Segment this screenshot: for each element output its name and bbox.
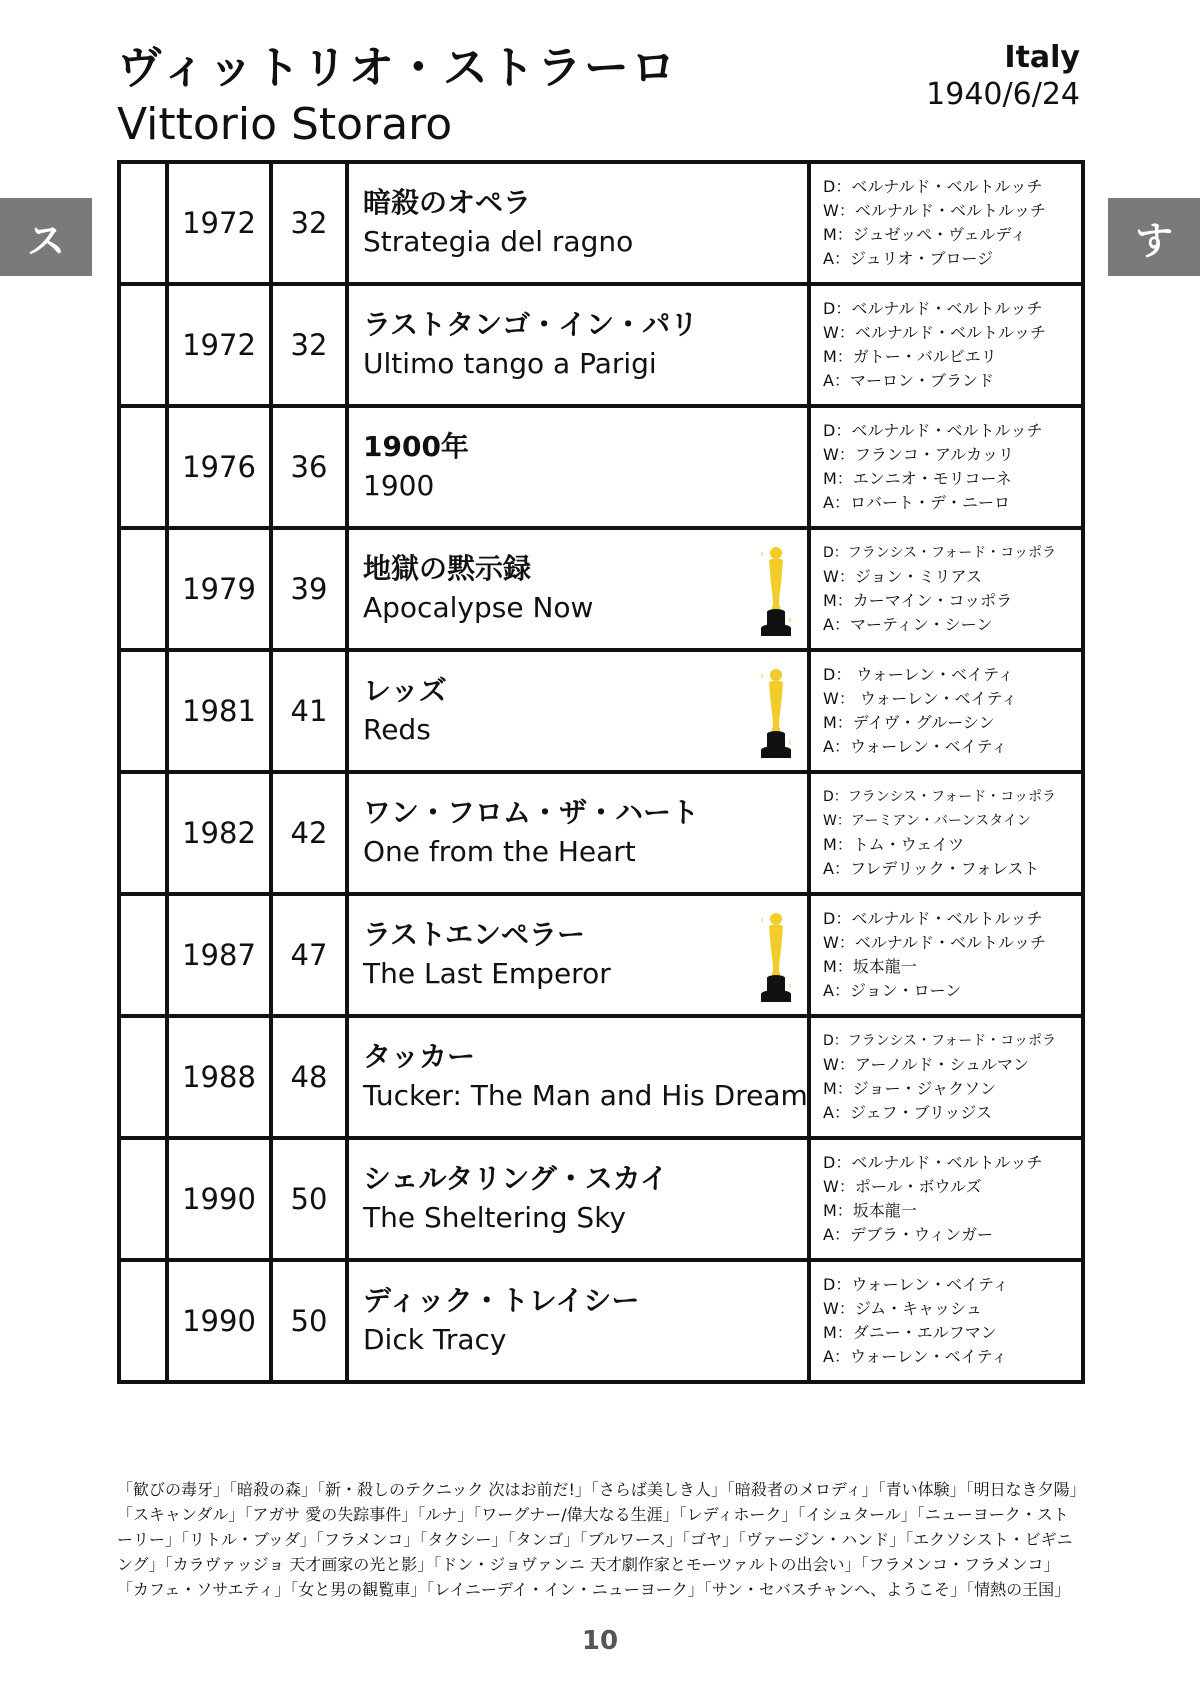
mark-cell <box>119 894 167 1016</box>
film-age: 39 <box>271 528 347 650</box>
film-credits <box>809 284 1083 406</box>
film-age: 41 <box>271 650 347 772</box>
film-title-jp: タッカー <box>363 1040 476 1073</box>
country-label: Italy <box>1004 40 1080 75</box>
credit-line: D：ベルナルド・ベルトルッチ <box>823 421 1043 440</box>
credit-line: M：トム・ウェイツ <box>823 835 965 854</box>
film-row <box>119 1016 1083 1138</box>
film-title-cell <box>347 406 809 528</box>
film-title-cell <box>347 650 809 772</box>
birth-date: 1940/6/24 <box>926 77 1080 112</box>
mark-cell <box>119 1016 167 1138</box>
oscar-statuette-icon <box>759 544 793 640</box>
film-credits <box>809 772 1083 894</box>
credit-line: M：坂本龍一 <box>823 957 917 976</box>
credit-line: D：フランシス・フォード・コッポラ <box>823 1033 1057 1049</box>
film-title-en: Ultimo tango a Parigi <box>363 347 657 380</box>
credit-line: A：ジュリオ・ブロージ <box>823 249 994 268</box>
credit-line: M：ジョー・ジャクソン <box>823 1079 997 1098</box>
film-row <box>119 162 1083 284</box>
mark-cell <box>119 406 167 528</box>
credit-line: A：マーロン・ブランド <box>823 371 994 390</box>
film-title-cell <box>347 772 809 894</box>
film-year: 1972 <box>167 284 271 406</box>
film-title-en: The Sheltering Sky <box>363 1201 626 1234</box>
credit-line: W：ジム・キャッシュ <box>823 1299 982 1318</box>
credit-line: A：ジェフ・ブリッジス <box>823 1103 992 1122</box>
film-year: 1972 <box>167 162 271 284</box>
credit-line: D： ウォーレン・ベイティ <box>823 665 1014 684</box>
film-age: 32 <box>271 162 347 284</box>
oscar-statuette-icon <box>759 666 793 762</box>
film-year: 1982 <box>167 772 271 894</box>
credit-line: M：エンニオ・モリコーネ <box>823 469 1012 488</box>
credit-line: M：デイヴ・グルーシン <box>823 713 995 732</box>
index-tab-left[interactable]: ス <box>0 198 92 276</box>
credit-line: D：フランシス・フォード・コッポラ <box>823 545 1057 561</box>
film-title-jp: レッズ <box>363 674 447 707</box>
film-age: 36 <box>271 406 347 528</box>
mark-cell <box>119 1138 167 1260</box>
credit-line: A：ウォーレン・ベイティ <box>823 737 1008 756</box>
page-number: 10 <box>581 1626 619 1656</box>
credit-line: W： ウォーレン・ベイティ <box>823 689 1018 708</box>
credit-line: A：フレデリック・フォレスト <box>823 859 1040 878</box>
film-title-en: The Last Emperor <box>363 957 611 990</box>
film-title-en: 1900 <box>363 469 435 502</box>
mark-cell <box>119 772 167 894</box>
film-credits <box>809 650 1083 772</box>
film-year: 1981 <box>167 650 271 772</box>
film-title-jp: 地獄の黙示録 <box>363 552 532 585</box>
index-tab-right[interactable]: す <box>1108 198 1200 276</box>
credit-line: W：ポール・ボウルズ <box>823 1177 982 1196</box>
film-title-cell <box>347 284 809 406</box>
film-title-jp: ラストタンゴ・イン・パリ <box>363 308 699 341</box>
film-credits <box>809 1016 1083 1138</box>
film-credits <box>809 162 1083 284</box>
credit-line: D：フランシス・フォード・コッポラ <box>823 789 1057 805</box>
credit-line: A：ジョン・ローン <box>823 981 962 1000</box>
credit-line: W：フランコ・アルカッリ <box>823 445 1015 464</box>
film-year: 1990 <box>167 1138 271 1260</box>
mark-cell <box>119 650 167 772</box>
film-title-en: One from the Heart <box>363 835 636 868</box>
film-year: 1990 <box>167 1260 271 1382</box>
mark-cell <box>119 528 167 650</box>
person-name-jp: ヴィットリオ・ストラーロ <box>117 41 678 94</box>
film-year: 1987 <box>167 894 271 1016</box>
credit-line: W：ベルナルド・ベルトルッチ <box>823 201 1047 220</box>
film-row <box>119 1138 1083 1260</box>
film-title-cell <box>347 528 809 650</box>
film-title-jp: ラストエンペラー <box>363 918 586 951</box>
credit-line: D：ベルナルド・ベルトルッチ <box>823 299 1043 318</box>
credit-line: W：ベルナルド・ベルトルッチ <box>823 933 1047 952</box>
mark-cell <box>119 1260 167 1382</box>
film-title-cell <box>347 162 809 284</box>
credit-line: A：ウォーレン・ベイティ <box>823 1347 1008 1366</box>
film-title-en: Strategia del ragno <box>363 225 634 258</box>
film-title-en: Tucker: The Man and His Dream <box>363 1079 808 1112</box>
credit-line: M：ジュゼッペ・ヴェルディ <box>823 225 1027 244</box>
film-row <box>119 406 1083 528</box>
credit-line: D：ベルナルド・ベルトルッチ <box>823 909 1043 928</box>
credit-line: W：アーミアン・バーンスタイン <box>823 813 1031 829</box>
film-title-jp: 暗殺のオペラ <box>363 186 532 219</box>
film-title-cell <box>347 1138 809 1260</box>
film-credits <box>809 528 1083 650</box>
film-row <box>119 894 1083 1016</box>
person-name-en: Vittorio Storaro <box>117 99 453 150</box>
film-title-en: Dick Tracy <box>363 1323 507 1356</box>
film-age: 50 <box>271 1260 347 1382</box>
film-title-cell <box>347 1260 809 1382</box>
filmography-table <box>117 160 1085 1384</box>
film-age: 50 <box>271 1138 347 1260</box>
film-title-en: Reds <box>363 713 431 746</box>
film-title-jp: ワン・フロム・ザ・ハート <box>363 796 700 829</box>
film-title-jp: ディック・トレイシー <box>363 1284 640 1317</box>
film-year: 1979 <box>167 528 271 650</box>
film-age: 48 <box>271 1016 347 1138</box>
film-year: 1976 <box>167 406 271 528</box>
film-row <box>119 650 1083 772</box>
credit-line: M：坂本龍一 <box>823 1201 917 1220</box>
film-title-cell <box>347 894 809 1016</box>
other-films-list: 「歓びの毒牙」「暗殺の森」「新・殺しのテクニック 次はお前だ!」「さらば美しき人」「暗殺者のメロディ」「青い体験」「明日なき夕陽」「スキャンダル」「アガサ 愛の失踪事件」「ルナ」「ワーグナー/偉大なる生涯」「レディホーク」「イシュタール」「ニューヨーク・ストーリー」「リトル・ブッダ」「フラメンコ」「タクシー」「タンゴ」「ブルワース」「ゴヤ」「ヴァージン・ハンド」「エクソシスト・ビギニング」「カラヴァッジョ 天才画家の光と影」「ドン・ジョヴァンニ 天才劇作家とモーツァルトの出会い」「フラメンコ・フラメンコ」「カフェ・ソサエティ」「女と男の観覧車」「レイニーデイ・イン・ニューヨーク」「サン・セバスチャンへ、ようこそ」「情熱の王国」 <box>117 1480 1078 1599</box>
film-credits <box>809 1260 1083 1382</box>
credit-line: D：ベルナルド・ベルトルッチ <box>823 1153 1043 1172</box>
credit-line: M：ダニー・エルフマン <box>823 1323 997 1342</box>
film-title-jp: シェルタリング・スカイ <box>363 1162 668 1195</box>
credit-line: W：ベルナルド・ベルトルッチ <box>823 323 1047 342</box>
film-title-jp: 1900年 <box>363 430 469 463</box>
film-age: 32 <box>271 284 347 406</box>
film-title-en: Apocalypse Now <box>363 591 594 624</box>
credit-line: A：デブラ・ウィンガー <box>823 1225 993 1244</box>
credit-line: M：カーマイン・コッポラ <box>823 591 1013 610</box>
film-credits <box>809 406 1083 528</box>
credit-line: A：ロバート・デ・ニーロ <box>823 493 1010 512</box>
film-credits <box>809 1138 1083 1260</box>
film-row <box>119 1260 1083 1382</box>
film-age: 42 <box>271 772 347 894</box>
credit-line: W：ジョン・ミリアス <box>823 567 982 586</box>
credit-line: W：アーノルド・シュルマン <box>823 1055 1030 1074</box>
film-credits <box>809 894 1083 1016</box>
film-year: 1988 <box>167 1016 271 1138</box>
film-row <box>119 284 1083 406</box>
film-age: 47 <box>271 894 347 1016</box>
oscar-statuette-icon <box>759 910 793 1006</box>
film-row <box>119 772 1083 894</box>
film-row <box>119 528 1083 650</box>
film-title-cell <box>347 1016 809 1138</box>
credit-line: A：マーティン・シーン <box>823 615 993 634</box>
mark-cell <box>119 284 167 406</box>
credit-line: D：ウォーレン・ベイティ <box>823 1275 1009 1294</box>
mark-cell <box>119 162 167 284</box>
credit-line: M：ガトー・バルビエリ <box>823 347 997 366</box>
credit-line: D：ベルナルド・ベルトルッチ <box>823 177 1043 196</box>
